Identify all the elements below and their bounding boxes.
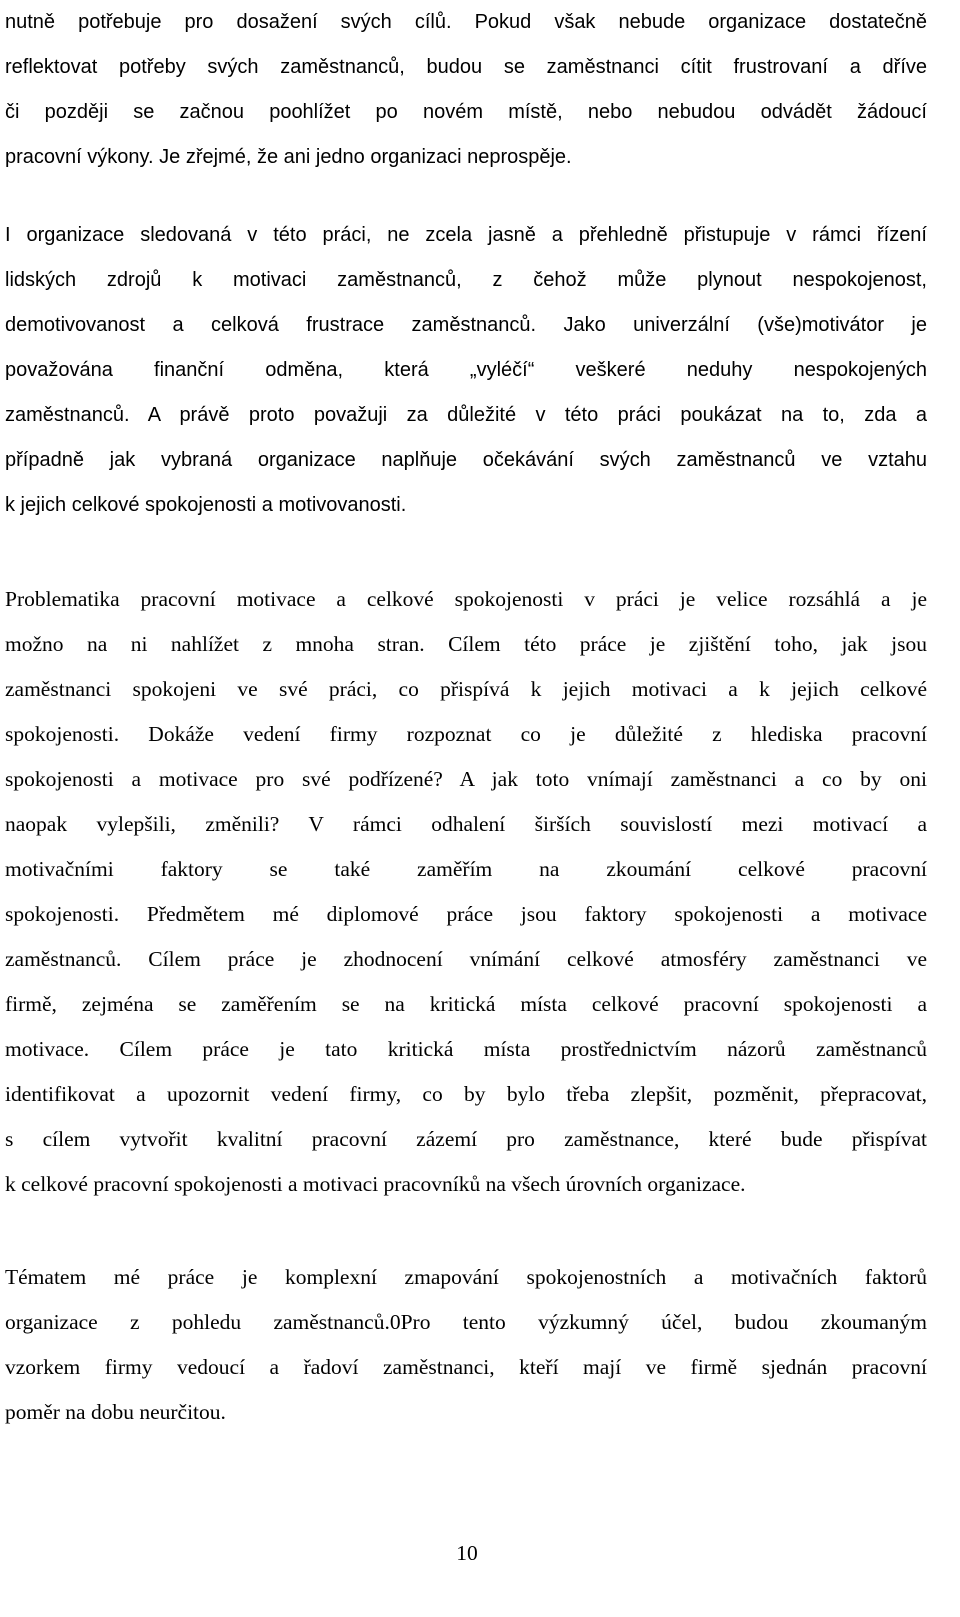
text-line: Tématem mé práce je komplexní zmapování spokojenostních a motivačních faktorů <box>5 1265 927 1289</box>
text-line: motivace. Cílem práce je tato kritická místa prostřednictvím názorů zaměstnanců <box>5 1037 927 1061</box>
text-line: vzorkem firmy vedoucí a řadoví zaměstnanci, kteří mají ve firmě sjednán pracovní <box>5 1355 927 1379</box>
paragraph-1 <box>5 0 927 180</box>
text-line: k jejich celkové spokojenosti a motivovanosti. <box>5 494 407 516</box>
text-line: motivačními faktory se také zaměřím na zkoumání celkové pracovní <box>5 857 927 881</box>
text-line: s cílem vytvořit kvalitní pracovní zázemí pro zaměstnance, které bude přispívat <box>5 1127 927 1151</box>
paragraph-2 <box>5 213 927 528</box>
text-line: zaměstnanců. A právě proto považuji za důležité v této práci poukázat na to, zda a <box>5 404 927 426</box>
text-line: poměr na dobu neurčitou. <box>5 1400 226 1424</box>
text-line: spokojenosti. Dokáže vedení firmy rozpoznat co je důležité z hlediska pracovní <box>5 722 927 746</box>
text-line: I organizace sledovaná v této práci, ne zcela jasně a přehledně přistupuje v rámci řízení <box>5 224 927 246</box>
text-line: lidských zdrojů k motivaci zaměstnanců, z čehož může plynout nespokojenost, <box>5 269 927 291</box>
paragraph-4 <box>5 1255 927 1435</box>
text-line: možno na ni nahlížet z mnoha stran. Cílem této práce je zjištění toho, jak jsou <box>5 632 927 656</box>
text-line: reflektovat potřeby svých zaměstnanců, budou se zaměstnanci cítit frustrovaní a dříve <box>5 56 927 78</box>
text-line: či později se začnou poohlížet po novém místě, nebo nebudou odvádět žádoucí <box>5 101 927 123</box>
text-line: organizace z pohledu zaměstnanců.0Pro tento výzkumný účel, budou zkoumaným <box>5 1310 927 1334</box>
text-line: Problematika pracovní motivace a celkové spokojenosti v práci je velice rozsáhlá a je <box>5 587 927 611</box>
page-number: 10 <box>456 1541 478 1565</box>
text-line: pracovní výkony. Je zřejmé, že ani jedno organizaci neprospěje. <box>5 146 572 168</box>
paragraph-3 <box>5 577 927 1207</box>
text-line: spokojenosti a motivace pro své podřízené? A jak toto vnímají zaměstnanci a co by oni <box>5 767 927 791</box>
text-line: demotivovanost a celková frustrace zaměstnanců. Jako univerzální (vše)motivátor je <box>5 314 927 336</box>
text-line: případně jak vybraná organizace naplňuje očekávání svých zaměstnanců ve vztahu <box>5 449 927 471</box>
text-line: nutně potřebuje pro dosažení svých cílů. Pokud však nebude organizace dostatečně <box>5 11 927 33</box>
text-line: identifikovat a upozornit vedení firmy, co by bylo třeba zlepšit, pozměnit, přepracovat, <box>5 1082 927 1106</box>
text-line: k celkové pracovní spokojenosti a motivaci pracovníků na všech úrovních organizace. <box>5 1172 746 1196</box>
text-line: zaměstnanci spokojeni ve své práci, co přispívá k jejich motivaci a k jejich celkové <box>5 677 927 701</box>
text-line: považována finanční odměna, která „vyléčí“ veškeré neduhy nespokojených <box>5 359 927 381</box>
text-line: naopak vylepšili, změnili? V rámci odhalení širších souvislostí mezi motivací a <box>5 812 927 836</box>
text-line: zaměstnanců. Cílem práce je zhodnocení vnímání celkové atmosféry zaměstnanci ve <box>5 947 927 971</box>
text-line: spokojenosti. Předmětem mé diplomové práce jsou faktory spokojenosti a motivace <box>5 902 927 926</box>
text-line: firmě, zejména se zaměřením se na kritická místa celkové pracovní spokojenosti a <box>5 992 927 1016</box>
